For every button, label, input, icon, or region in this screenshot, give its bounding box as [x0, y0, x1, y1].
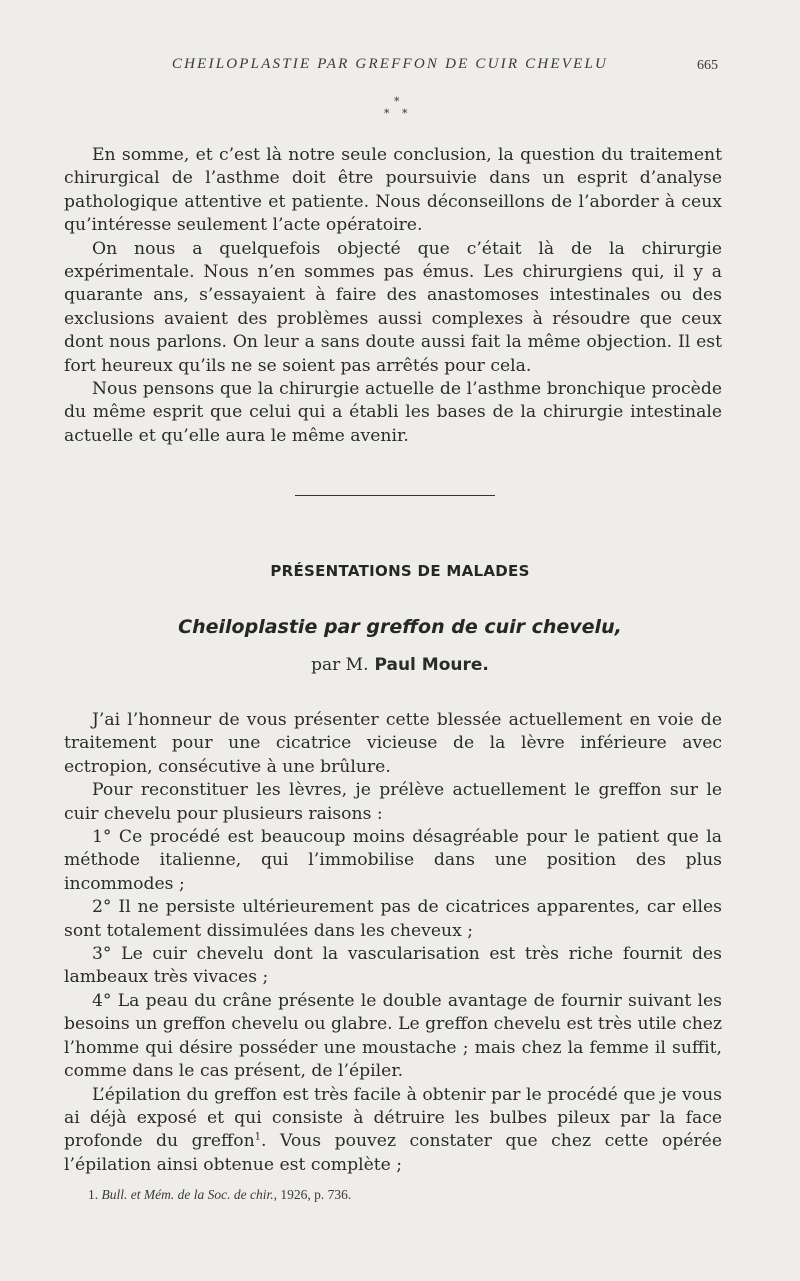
paragraph: J’ai l’honneur de vous présenter cette blessée actuellement en voie de traitement pour une cicatrice vicieuse de la lèvre inférieure avec ectropion, consécutive à une brûlure.	[64, 710, 722, 777]
footnote-reference[interactable]: 1	[254, 1131, 262, 1143]
list-item: 2° Il ne persiste ultérieurement pas de cicatrices apparentes, car elles sont totalement dissimulées dans les cheveux ;	[64, 897, 722, 941]
paragraph	[64, 1084, 722, 1178]
list-item: 3° Le cuir chevelu dont la vascularisation est très riche fournit des lambeaux très vivaces ;	[64, 944, 722, 988]
footnote-source: Bull. et Mém. de la Soc. de chir.	[101, 1187, 274, 1202]
author-name: Paul Moure.	[374, 655, 489, 675]
page-number: 665	[697, 58, 718, 73]
byline	[0, 655, 800, 675]
list-item: 4° La peau du crâne présente le double avantage de fournir suivant les besoins un greffon chevelu ou glabre. Le greffon chevelu est très utile chez l’homme qui désire posséder une moustache ; mais chez la femme il suffit, comme dans le cas présent, de l’épiler.	[64, 990, 722, 1082]
byline-prefix: par M.	[311, 655, 369, 675]
paragraph: Pour reconstituer les lèvres, je prélève actuellement le greffon sur le cuir chevelu pour plusieurs raisons :	[64, 780, 722, 824]
paragraph-text: . Vous pouvez constater que chez cette opérée l’épilation ainsi obtenue est complète ;	[64, 1131, 722, 1175]
section-heading: PRÉSENTATIONS DE MALADES	[270, 562, 530, 580]
section-divider	[295, 495, 495, 496]
paragraph: On nous a quelquefois objecté que c’était là de la chirurgie expérimentale. Nous n’en sommes pas émus. Les chirurgiens qui, il y a quarante ans, s’essayaient à faire des anastomoses intestinales ou des exclusions avaient des problèmes aussi complexes à résoudre que ceux dont nous parlons. On leur a sans doute aussi fait la même objection. Il est fort heureux qu’ils ne se soient pas arrêtés pour cela.	[64, 238, 722, 376]
footnote	[88, 1187, 728, 1203]
paragraph-text: L’épilation du greffon est très facile à obtenir par le procédé que je vous ai déjà exposé et qui consiste à détruire les bulbes pileux par la face profonde du greffon	[64, 1084, 722, 1152]
asterism-ornament: * * *	[384, 95, 408, 120]
article-title: Cheiloplastie par greffon de cuir chevelu,	[178, 616, 622, 638]
footnote-details: , 1926, p. 736.	[273, 1187, 352, 1202]
paragraph: En somme, et c’est là notre seule conclusion, la question du traitement chirurgical de l’asthme doit être poursuivie dans un esprit d’analyse pathologique attentive et patiente. Nous déconseillons de l’aborder à ceux qu’intéresse seulement l’acte opératoire.	[64, 145, 722, 236]
list-item: 1° Ce procédé est beaucoup moins désagréable pour le patient que la méthode italienne, qui l’immobilise dans une position des plus incommodes ;	[64, 827, 722, 894]
article-body	[64, 709, 722, 1177]
paragraph: Nous pensons que la chirurgie actuelle de l’asthme bronchique procède du même esprit que celui qui a établi les bases de la chirurgie intestinale actuelle et qu’elle aura le même avenir.	[64, 379, 722, 446]
running-title: CHEILOPLASTIE PAR GREFFON DE CUIR CHEVELU	[171, 56, 609, 72]
footnote-number: 1.	[88, 1187, 99, 1202]
conclusion-section	[64, 144, 722, 448]
